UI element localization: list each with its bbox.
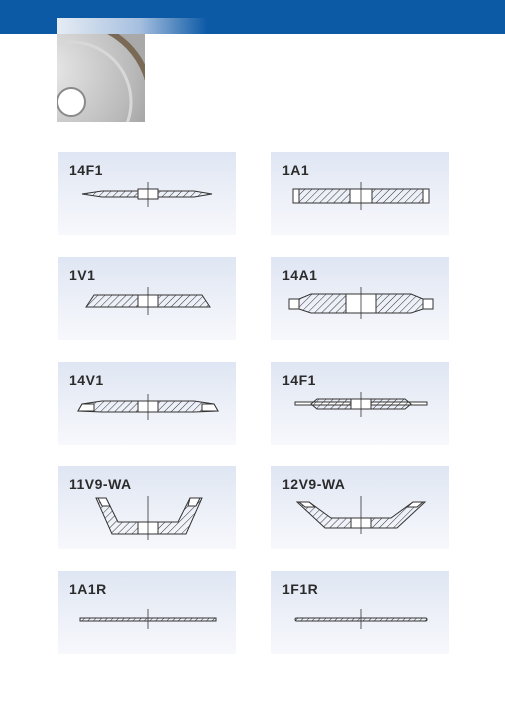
wheel-card-14f1 [58,152,236,235]
wheel-profile-1f1r [271,571,449,654]
wheel-card-1f1r [271,571,449,654]
wheel-type-label: 14V1 [69,372,104,388]
wheel-type-label: 1A1 [282,162,310,178]
wheel-card-1v1 [58,257,236,340]
wheel-profile-14f1 [58,152,236,235]
grinding-wheel-photo [57,34,145,122]
wheel-profile-14v1 [58,362,236,445]
wheel-type-label: 14A1 [282,267,318,283]
wheel-type-label: 14F1 [69,162,103,178]
wheel-profile-12v9-wa [271,466,449,549]
wheel-card-11v9-wa [58,466,236,549]
wheel-type-label: 12V9-WA [282,476,346,492]
wheel-type-label: 11V9-WA [69,476,132,492]
wheel-card-14v1 [58,362,236,445]
wheel-profile-11v9-wa [58,466,236,549]
wheel-type-label: 1A1R [69,581,107,597]
wheel-card-14f1-b [271,362,449,445]
wheel-profile-14f1-b [271,362,449,445]
wheel-type-label: 1F1R [282,581,319,597]
wheel-card-1a1r [58,571,236,654]
wheel-profile-14a1 [271,257,449,340]
header-gradient-strip [57,18,207,34]
wheel-card-1a1 [271,152,449,235]
wheel-type-label: 1V1 [69,267,96,283]
wheel-profile-1a1r [58,571,236,654]
wheel-card-12v9-wa [271,466,449,549]
wheel-card-14a1 [271,257,449,340]
wheel-profile-1v1 [58,257,236,340]
wheel-type-label: 14F1 [282,372,316,388]
wheel-profile-1a1 [271,152,449,235]
